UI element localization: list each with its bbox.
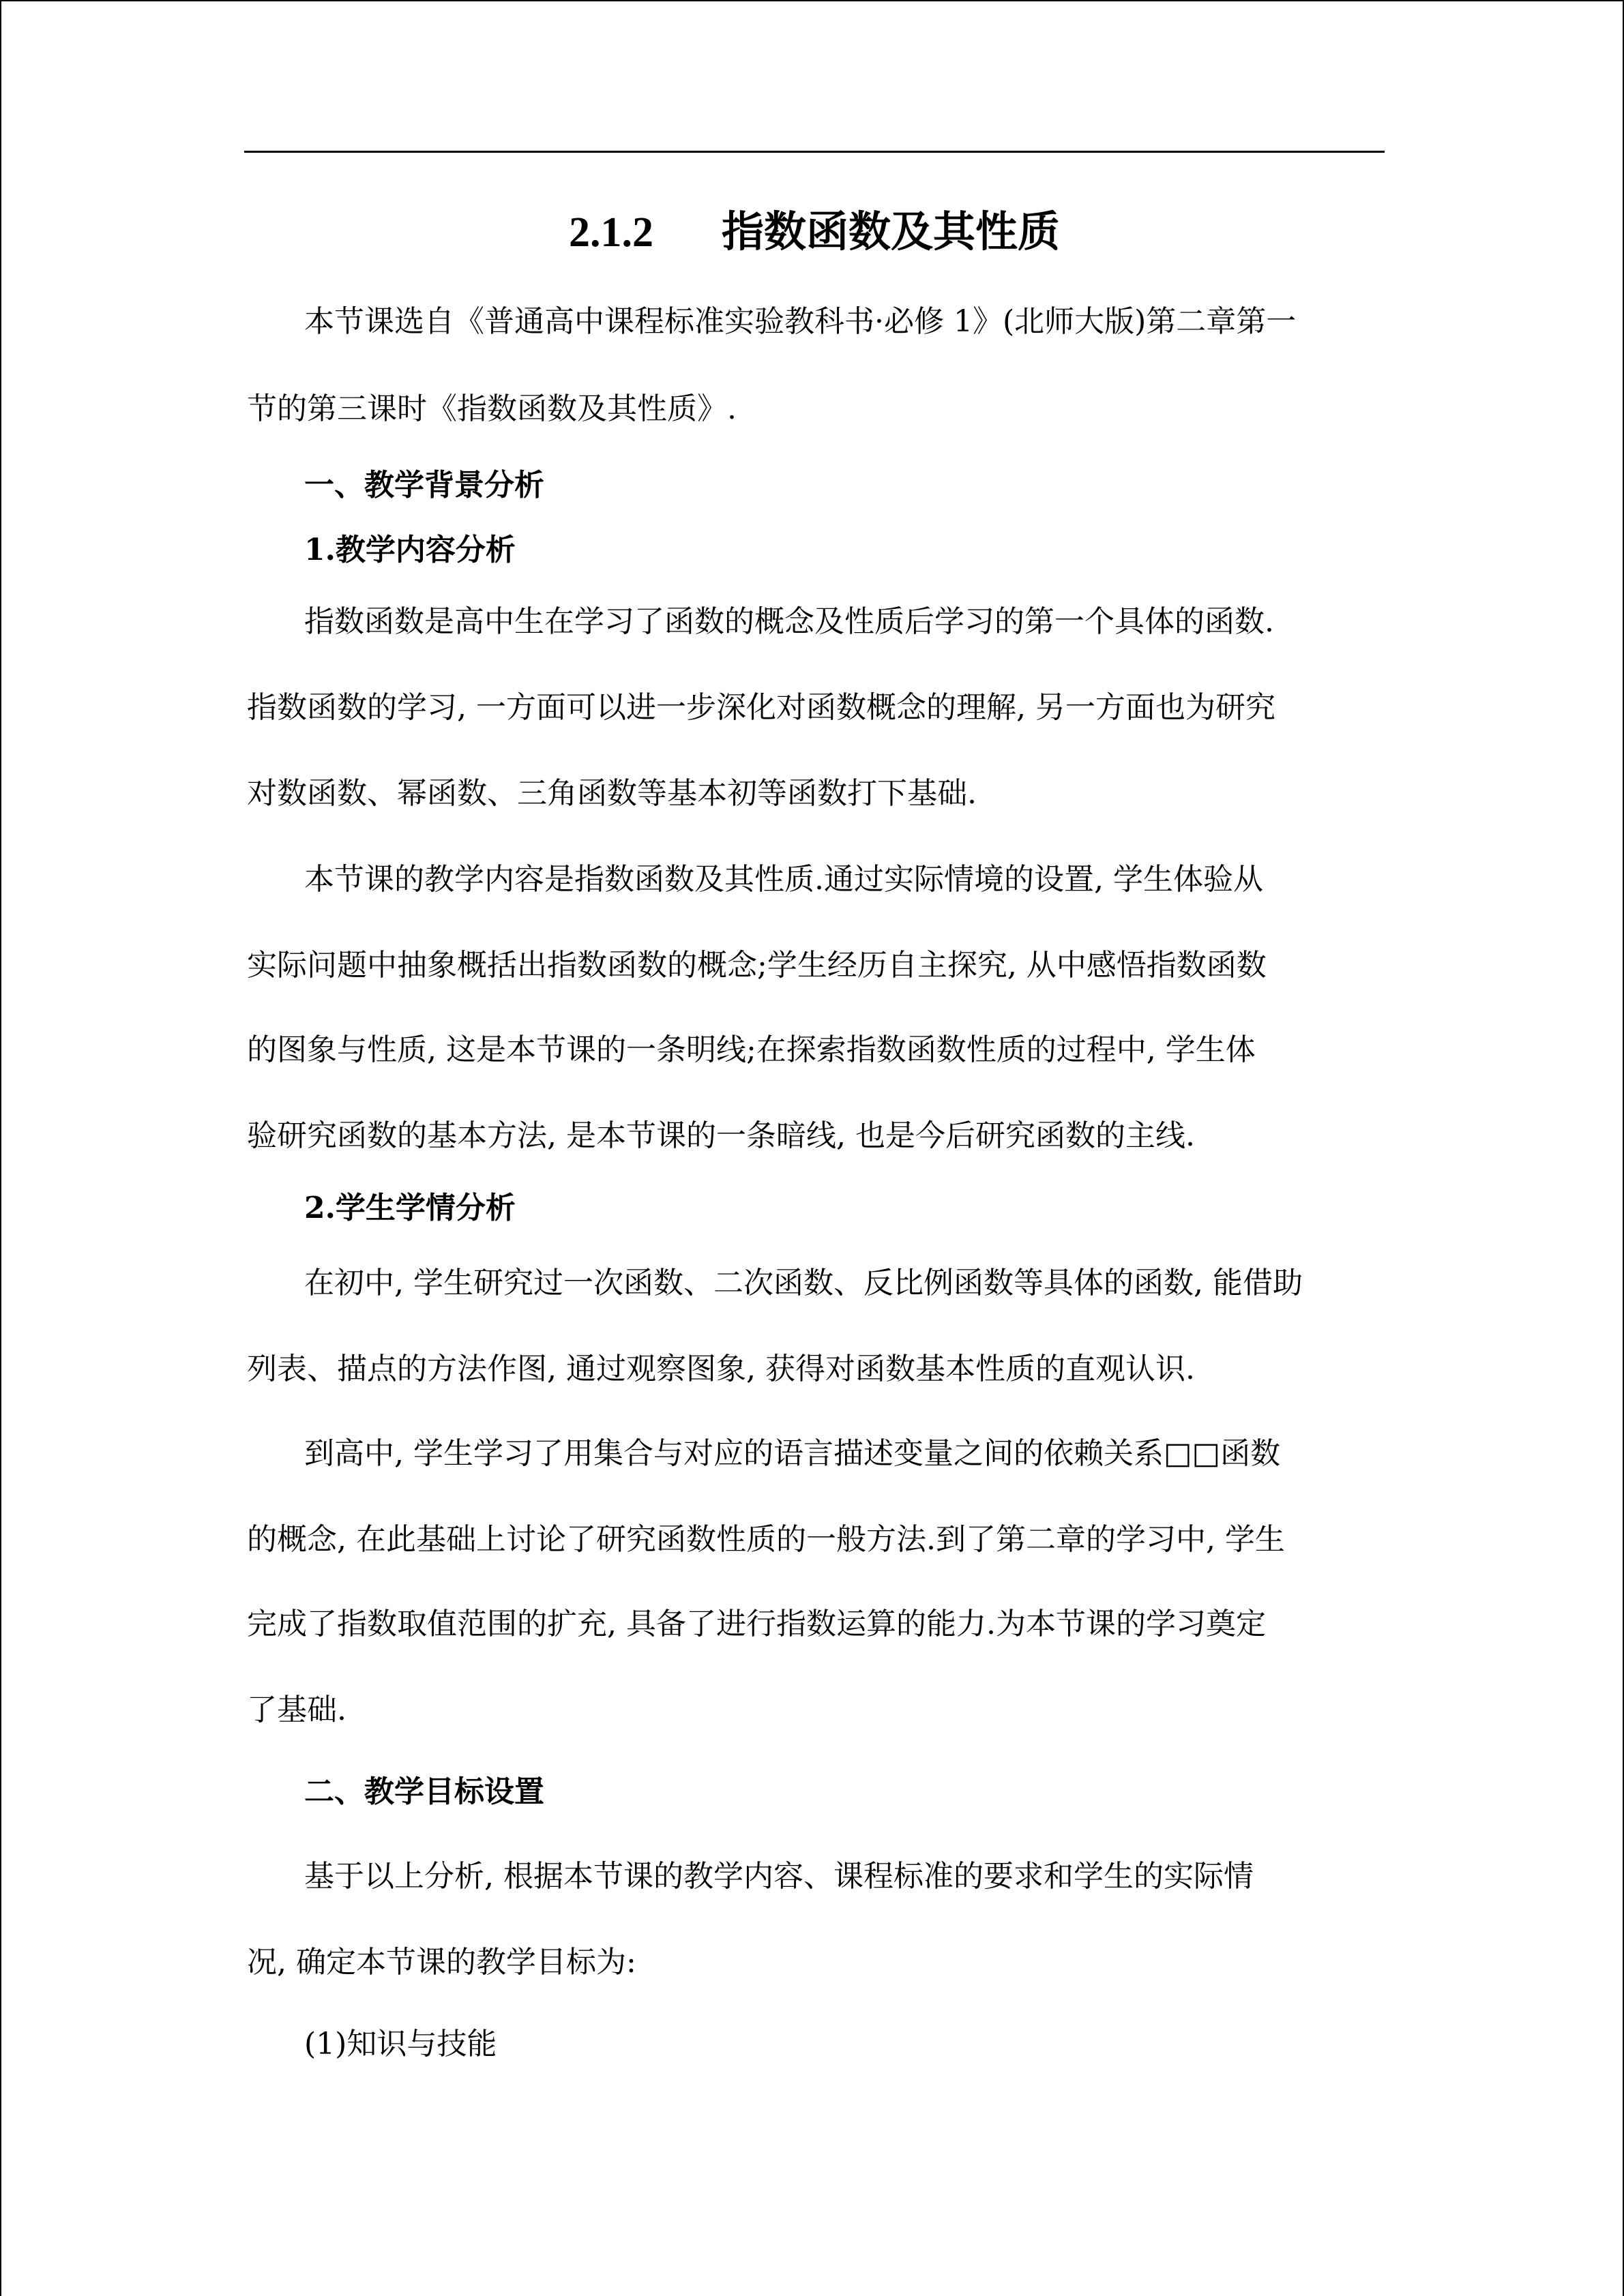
header-rule [244,151,1385,153]
paragraph-line: 实际问题中抽象概括出指数函数的概念;学生经历自主探究, 从中感悟指数函数 [247,948,1267,983]
subsection-heading-2: 2.学生学情分析 [304,1191,516,1225]
list-item-knowledge-skills: (1)知识与技能 [304,2027,497,2061]
title-number: 2.1.2 [568,209,653,256]
paragraph-line: 列表、描点的方法作图, 通过观察图象, 获得对函数基本性质的直观认识. [247,1352,1195,1386]
section-heading-2: 二、教学目标设置 [304,1774,544,1809]
paragraph-line: 在初中, 学生研究过一次函数、二次函数、反比例函数等具体的函数, 能借助 [304,1266,1303,1300]
paragraph-line: 的图象与性质, 这是本节课的一条明线;在探索指数函数性质的过程中, 学生体 [247,1032,1256,1067]
paragraph-line: 本节课的教学内容是指数函数及其性质.通过实际情境的设置, 学生体验从 [304,862,1263,897]
paragraph-line: 验研究函数的基本方法, 是本节课的一条暗线, 也是今后研究函数的主线. [247,1118,1195,1153]
paragraph-line: 指数函数是高中生在学习了函数的概念及性质后学习的第一个具体的函数. [304,604,1274,639]
paragraph-line: 的概念, 在此基础上讨论了研究函数性质的一般方法.到了第二章的学习中, 学生 [247,1522,1285,1557]
paragraph-line: 基于以上分析, 根据本节课的教学内容、课程标准的要求和学生的实际情 [304,1859,1254,1894]
paragraph-line: 了基础. [247,1693,346,1727]
paragraph-line: 指数函数的学习, 一方面可以进一步深化对函数概念的理解, 另一方面也为研究 [247,690,1275,725]
intro-line-2: 节的第三课时《指数函数及其性质》. [247,391,737,426]
page-title [244,205,1385,260]
paragraph-line: 对数函数、幂函数、三角函数等基本初等函数打下基础. [247,776,977,811]
paragraph-line: 完成了指数取值范围的扩充, 具备了进行指数运算的能力.为本节课的学习奠定 [247,1607,1266,1641]
section-heading-1: 一、教学背景分析 [304,468,544,503]
intro-line-1: 本节课选自《普通高中课程标准实验教科书·必修 1》(北师大版)第二章第一 [304,304,1297,339]
paragraph-line: 况, 确定本节课的教学目标为: [247,1945,636,1980]
subsection-heading-1: 1.教学内容分析 [304,533,516,567]
paragraph-line: 到高中, 学生学习了用集合与对应的语言描述变量之间的依赖关系□□函数 [304,1436,1281,1471]
title-text: 指数函数及其性质 [721,207,1060,256]
